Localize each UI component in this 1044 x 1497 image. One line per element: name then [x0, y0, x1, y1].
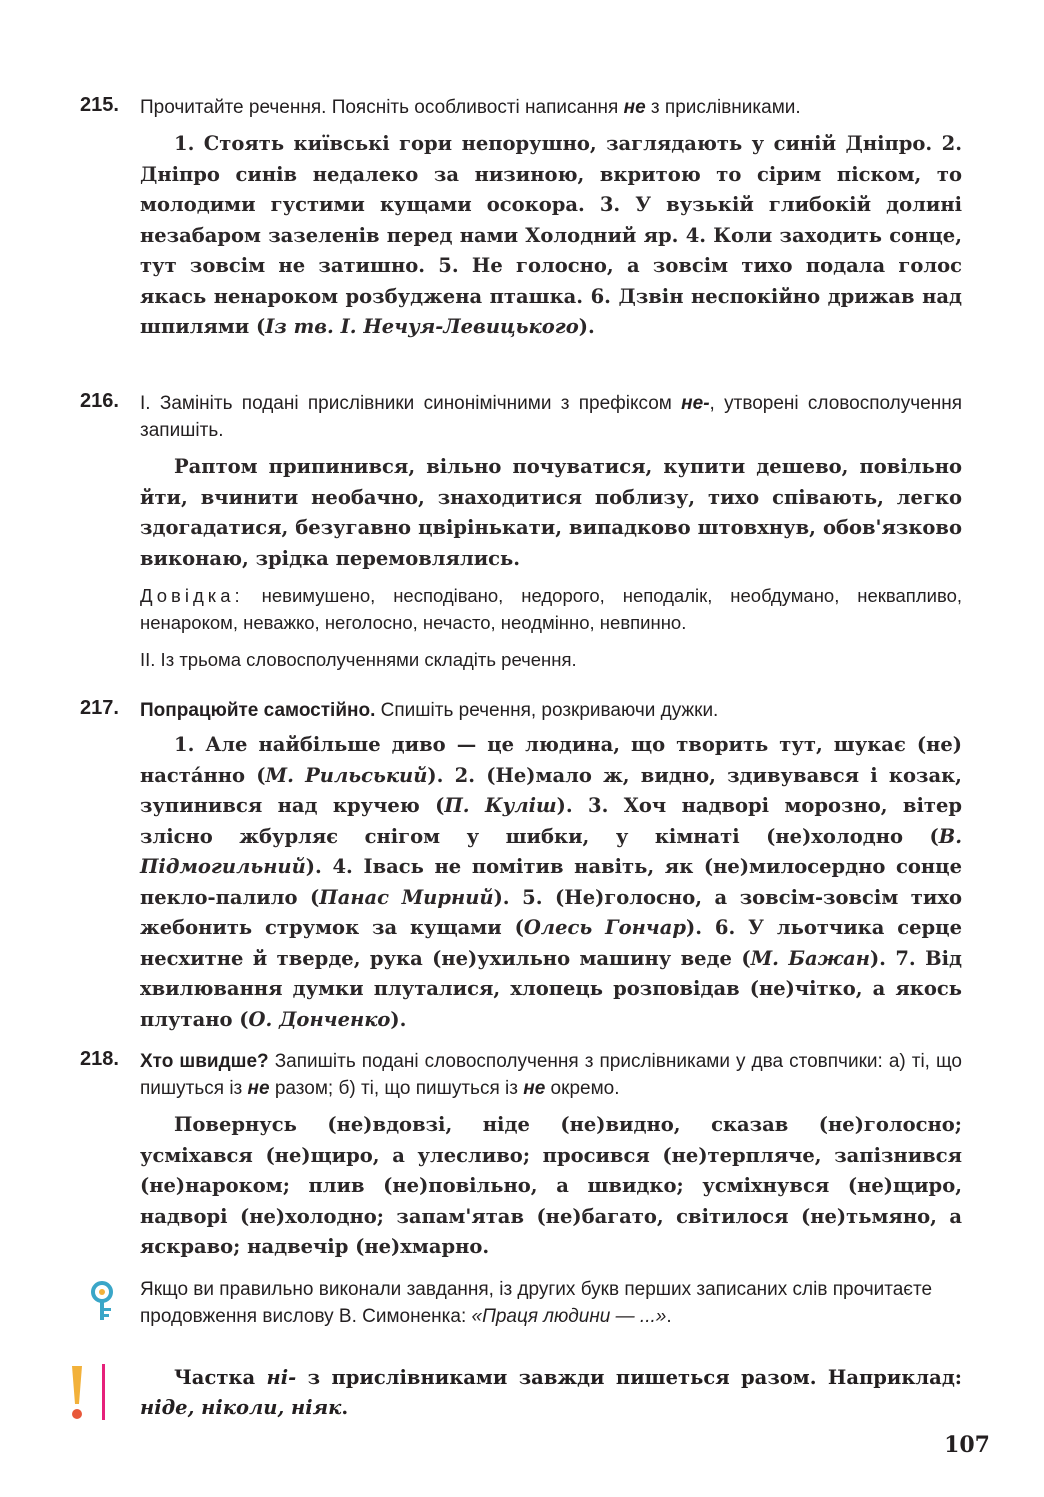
exercise-task: Попрацюйте самостійно. Спишіть речення, розкриваючи дужки.: [140, 700, 719, 721]
exercise-number: 217.: [80, 697, 119, 719]
exercise-part-two: ІІ. Із трьома словосполученнями складіть речення.: [140, 649, 577, 670]
grammar-rule: Частка ні- з прислівниками завжди пишеться разом. Наприклад: ніде, ніколи, ніяк.: [140, 1366, 963, 1419]
exercise-text: Повернусь (не)вдовзі, ніде (не)видно, сказав (не)голосно; усміхався (не)щиро, а улесливо; просився (не)терпляче, запізнився (не)нароком; плив (не)повільно, а швидко; усміхнувся (не)щиро, надворі (не)холодно; запам'ятав (не)багато, світилося (не)тьмяно, а яскраво; надвечір (не)хмарно.: [140, 1113, 962, 1258]
exercise-number: 216.: [80, 390, 119, 412]
exercise-text: 1. Але найбільше диво — це людина, що творить тут, шукає (не) наста́нно (М. Рильський). 2. (Не)мало ж, видно, здивувався і козак, зупинився над кручею (П. Куліш). 3. Хоч надворі морозно, вітер злісно жбурляє снігом у шибки, у кімнаті (не)холодно (В. Підмогильний). 4. Івась не помітив навіть, як (не)милосердно сонце пекло-палило (Панас Мирний). 5. (Не)голосно, а зовсім-зовсім тихо жебонить струмок за кущами (Олесь Гончар). 6. У льотчика серце несхитне й тверде, рука (не)ухильно машину веде (М. Бажан). 7. Від хвилювання думки плуталися, хлопець розповідав (не)чітко, а якось плутано (О. Донченко).: [140, 733, 962, 1031]
key-icon: [84, 1280, 120, 1324]
page-number: 107: [944, 1432, 990, 1458]
exercise-text: 1. Стоять київські гори непорушно, заглядають у синій Дніпро. 2. Дніпро синів недалеко за низиною, вкритою то сірим піском, то молодими густими кущами осокора. 3. У вузькій глибокій долині незабаром зазеленів перед нами Холодний яр. 4. Коли заходить сонце, тут зовсім не затишно. 5. Не голосно, а зовсім тихо подала голос якась ненароком розбуджена пташка. 6. Дзвін неспокійно дрижав над шпилями (Із тв. І. Нечуя-Левицького).: [140, 132, 962, 338]
exercise-number: 215.: [80, 94, 119, 116]
exercise-task: Хто швидше? Запишіть подані словосполучення з прислівниками у два стовпчики: а) ті, що пишуться із не разом; б) ті, що пишуться із не окремо.: [140, 1051, 962, 1099]
exercise-215: [80, 94, 962, 343]
reference-note: Довідка: невимушено, несподівано, недорого, неподалік, необдумано, неквапливо, ненароком, неважко, неголосно, нечасто, неодмінно, невпинно.: [140, 585, 962, 633]
exercise-217: [80, 697, 962, 1035]
hint-note: Якщо ви правильно виконали завдання, із других букв перших записаних слів прочитаєте продовження вислову В. Симоненка: «Праця людини — ...».: [140, 1279, 933, 1327]
exercise-task: І. Замініть подані прислівники синонімічними з префіксом не-, утворені словосполучення запишіть.: [140, 393, 962, 441]
exercise-task: Прочитайте речення. Поясніть особливості написання не з прислівниками.: [140, 97, 801, 118]
exclamation-icon: [66, 1362, 112, 1422]
exercise-218: [80, 1048, 962, 1263]
exercise-text: Раптом припинився, вільно почуватися, купити дешево, повільно йти, вчинити необачно, знаходитися поблизу, тихо співають, легко здогадатися, безугавно цвірінькати, випадково штовхнув, обов'язково виконаю, зрідка перемовлялись.: [140, 455, 962, 570]
exercise-number: 218.: [80, 1048, 119, 1070]
exercise-216: [80, 390, 962, 673]
